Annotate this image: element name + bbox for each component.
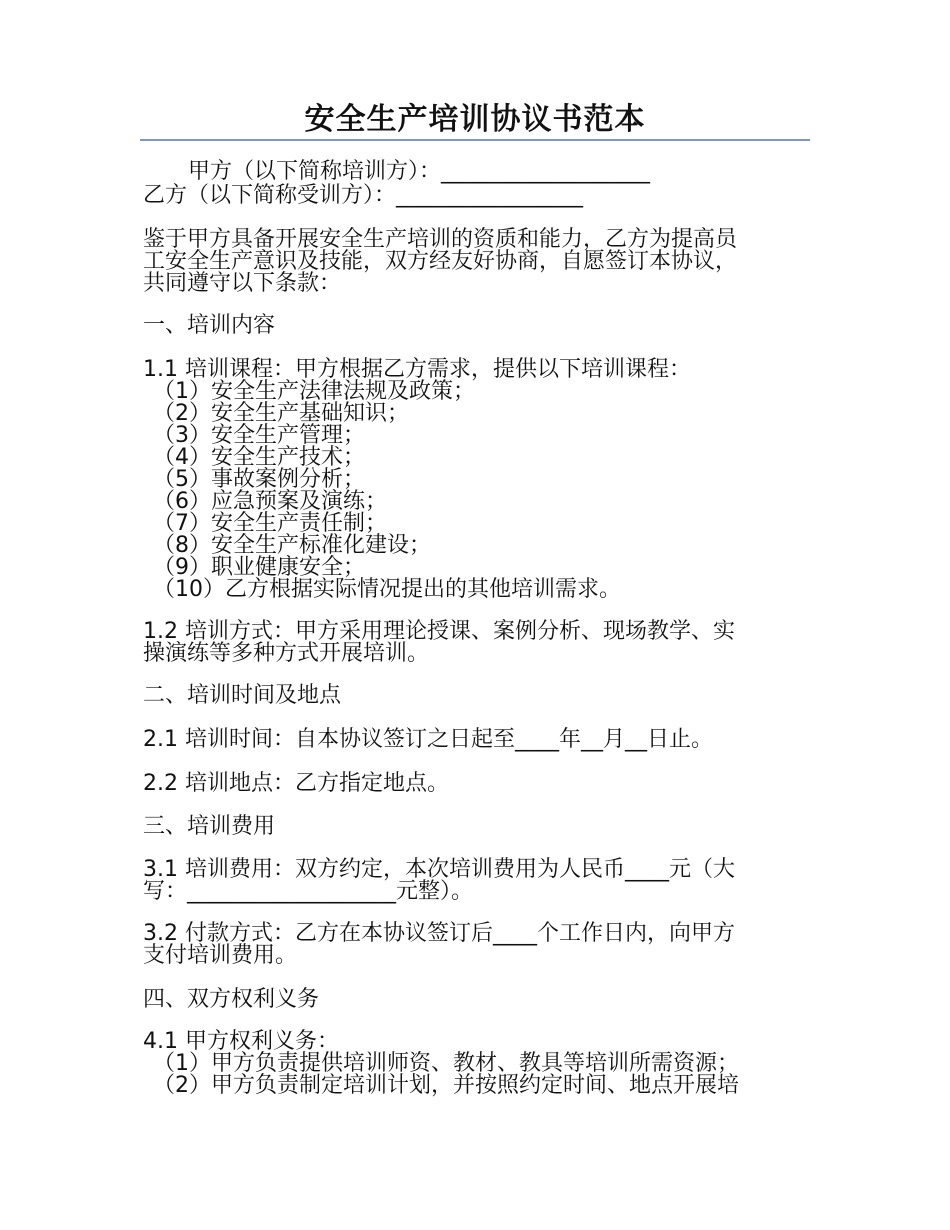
section-heading-4: 四、双方权利义务 (143, 987, 320, 1012)
clause-1-2-line-1: 1.2 培训方式：甲方采用理论授课、案例分析、现场教学、实 (143, 619, 735, 644)
course-item-1: （1）安全生产法律法规及政策； (153, 379, 475, 404)
preamble-line-3: 共同遵守以下条款： (143, 271, 342, 296)
course-item-2: （2）安全生产基础知识； (153, 401, 409, 426)
course-item-9: （9）职业健康安全； (153, 555, 365, 580)
document-title: 安全生产培训协议书范本 (304, 102, 646, 137)
section-heading-1: 一、培训内容 (143, 313, 276, 338)
clause-3-1-line-2: 写：___________________元整）。 (143, 879, 474, 904)
section-heading-2: 二、培训时间及地点 (143, 683, 342, 708)
title-underline (140, 139, 810, 141)
preamble-line-1: 鉴于甲方具备开展安全生产培训的资质和能力，乙方为提高员 (143, 227, 738, 252)
course-item-5: （5）事故案例分析； (153, 467, 365, 492)
clause-2-2: 2.2 培训地点：乙方指定地点。 (143, 771, 449, 796)
party-b-line: 乙方（以下简称受训方）：_________________ (143, 183, 584, 208)
clause-3-1-line-1: 3.1 培训费用：双方约定，本次培训费用为人民币____元（大 (143, 857, 735, 882)
course-item-3: （3）安全生产管理； (153, 423, 365, 448)
clause-1-2-line-2: 操演练等多种方式开展培训。 (143, 641, 430, 666)
clause-3-2-line-2: 支付培训费用。 (143, 943, 298, 968)
course-item-10: （10）乙方根据实际情况提出的其他培训需求。 (153, 577, 621, 602)
clause-3-2-line-1: 3.2 付款方式：乙方在本协议签订后____个工作日内，向甲方 (143, 921, 735, 946)
clause-2-1: 2.1 培训时间：自本协议签订之日起至____年__月__日止。 (143, 727, 713, 752)
party-a-line: 甲方（以下简称培训方）：___________________ (188, 159, 651, 184)
section-heading-3: 三、培训费用 (143, 814, 276, 839)
course-item-8: （8）安全生产标准化建设； (153, 533, 431, 558)
clause-1-1: 1.1 培训课程：甲方根据乙方需求，提供以下培训课程： (143, 357, 691, 382)
course-item-4: （4）安全生产技术； (153, 445, 365, 470)
course-item-7: （7）安全生产责任制； (153, 511, 387, 536)
duty-item-2: （2）甲方负责制定培训计划，并按照约定时间、地点开展培 (153, 1073, 739, 1098)
course-item-6: （6）应急预案及演练； (153, 489, 387, 514)
duty-item-1: （1）甲方负责提供培训师资、教材、教具等培训所需资源； (153, 1051, 739, 1076)
clause-4-1: 4.1 甲方权利义务： (143, 1029, 339, 1054)
preamble-line-2: 工安全生产意识及技能，双方经友好协商，自愿签订本协议， (143, 249, 738, 274)
